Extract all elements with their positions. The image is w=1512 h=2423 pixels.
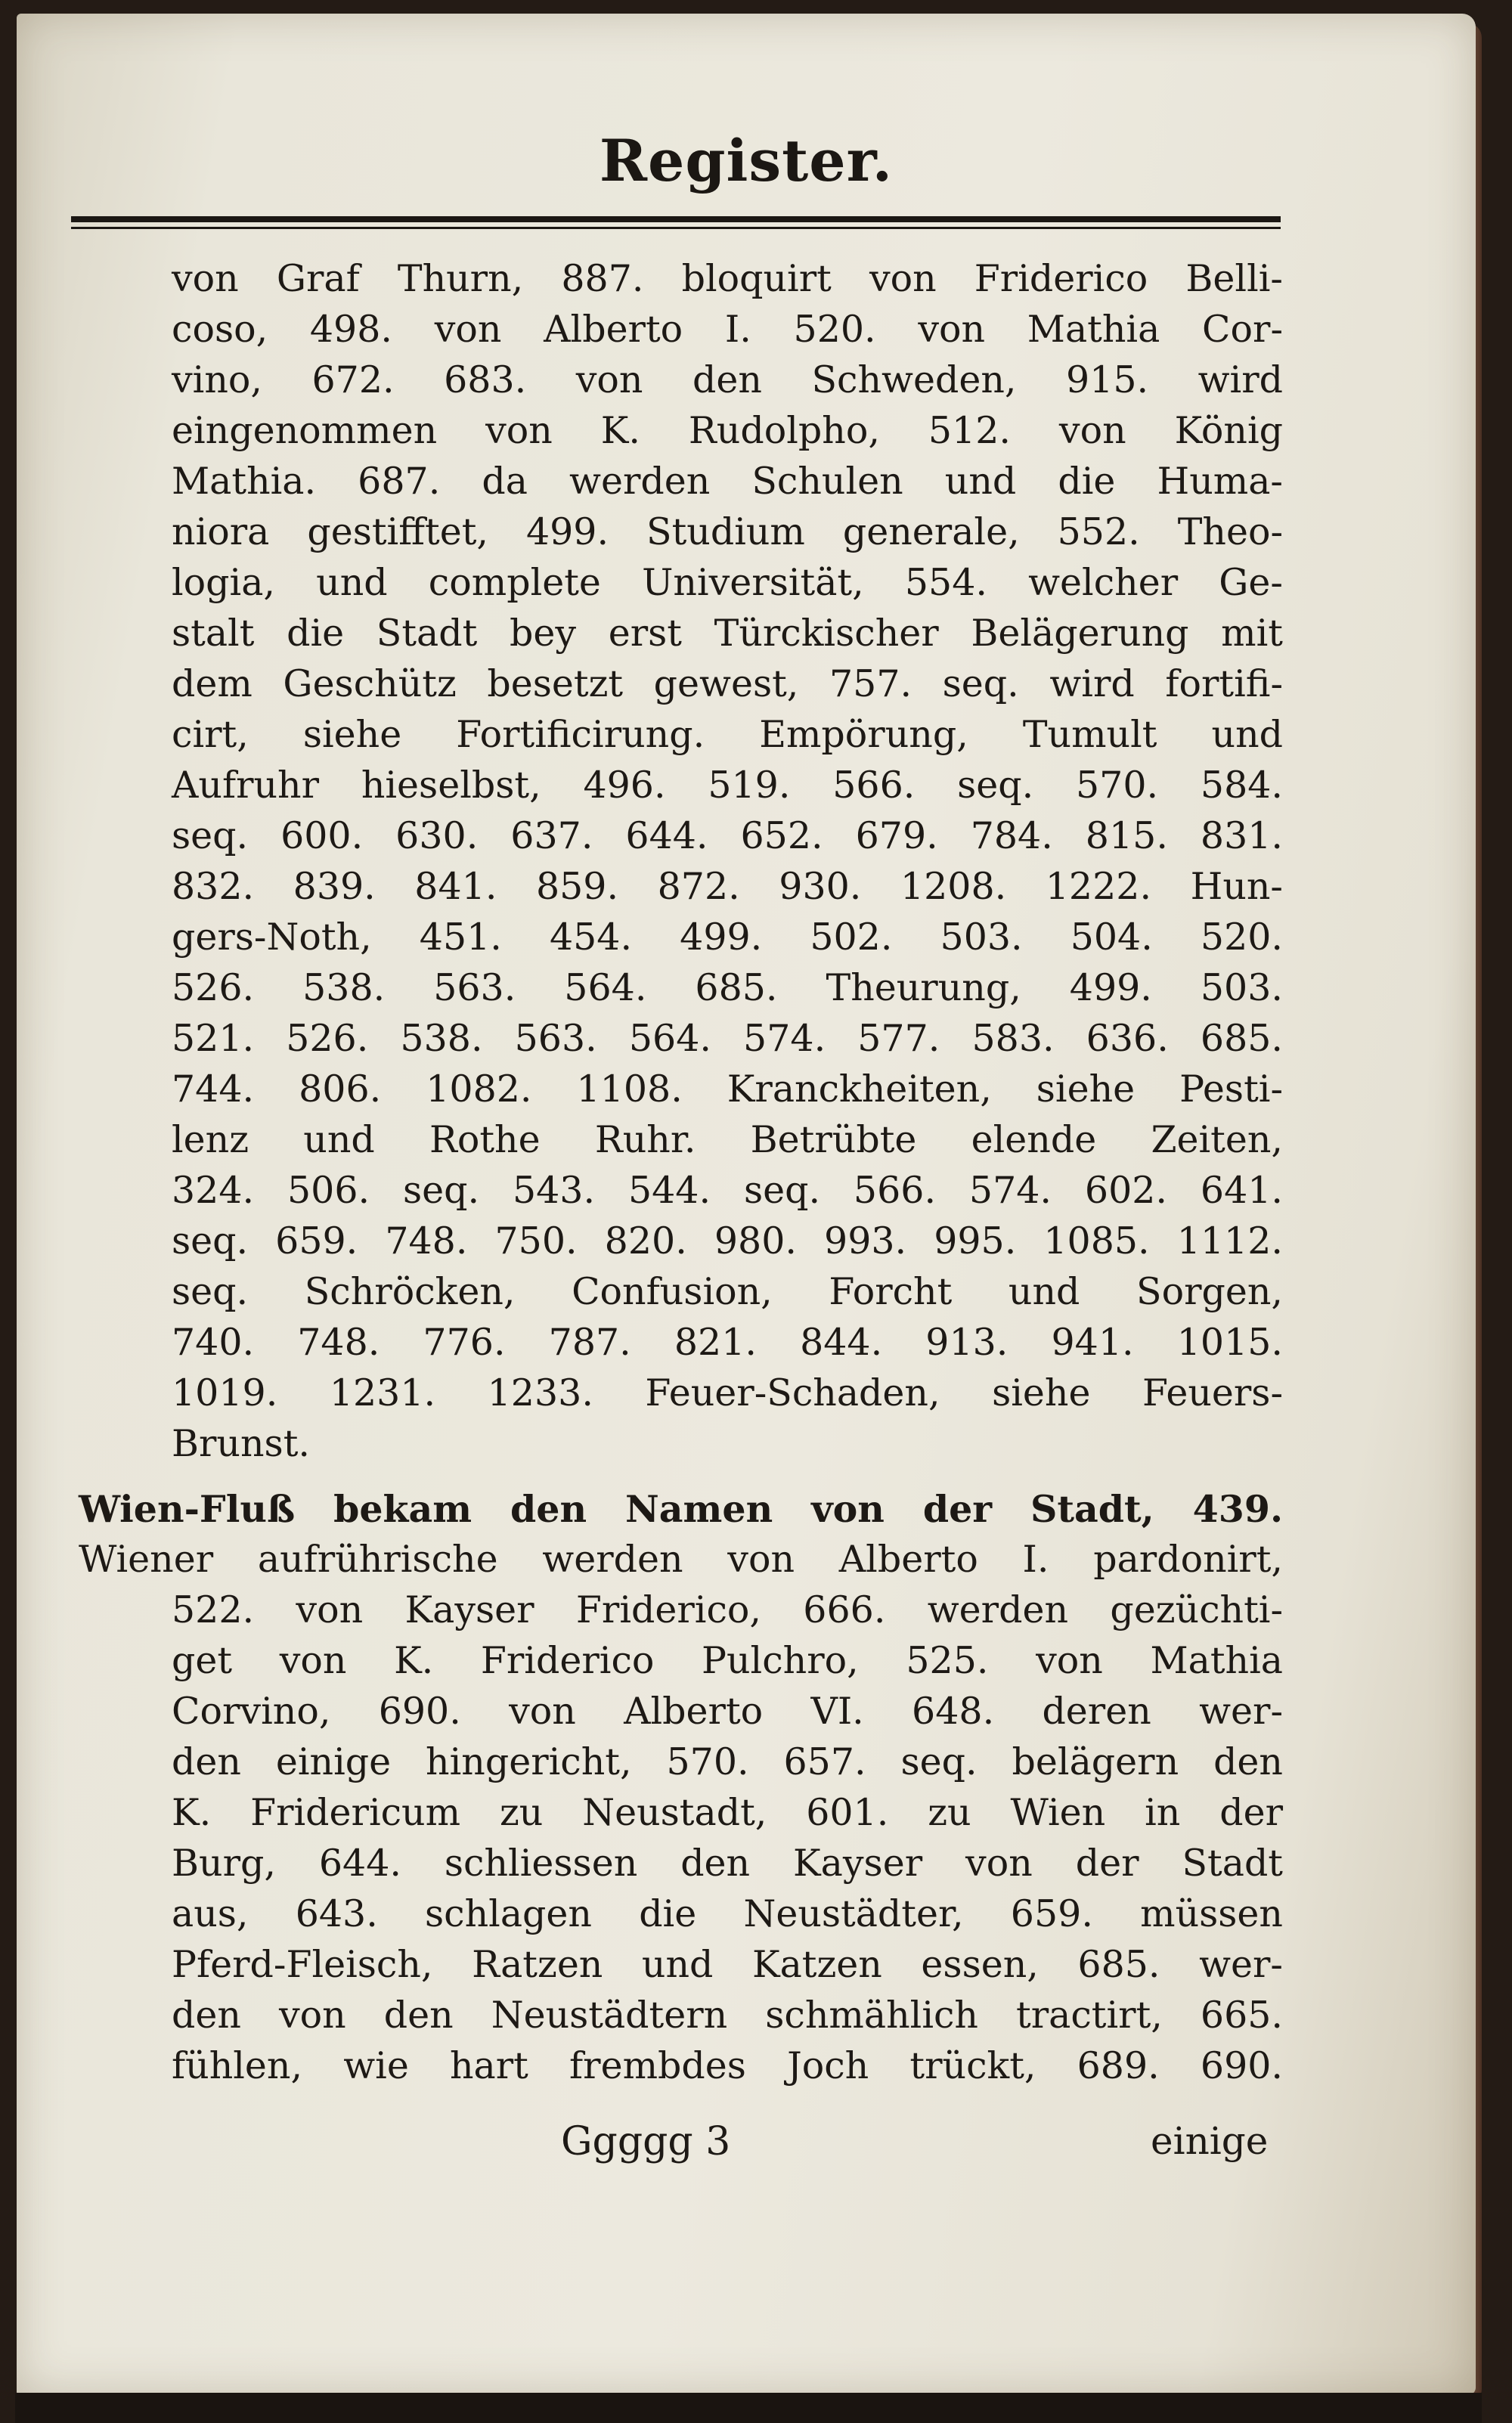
scan-bottom-edge	[15, 2393, 1482, 2423]
text-line: Aufruhr hieselbst, 496. 519. 566. seq. 570. 584.	[172, 764, 1283, 807]
text-line: niora gestifftet, 499. Studium generale, 552. Theo-	[172, 510, 1283, 553]
signature-mark: Ggggg 3	[561, 2119, 731, 2164]
text-line: Corvino, 690. von Alberto VI. 648. deren wer-	[172, 1690, 1283, 1733]
text-line: den von den Neustädtern schmählich tractirt, 665.	[172, 1994, 1283, 2037]
text-line: dem Geschütz besetzt gewest, 757. seq. wird fortifi-	[172, 662, 1283, 705]
text-line: von Graf Thurn, 887. bloquirt von Friderico Belli-	[172, 257, 1283, 300]
entry-heading-line: Wien-Fluß bekam den Namen von der Stadt, 439.	[79, 1487, 1283, 1531]
text-line: seq. 659. 748. 750. 820. 980. 993. 995. 1085. 1112.	[172, 1219, 1283, 1263]
text-line: 1019. 1231. 1233. Feuer-Schaden, siehe Feuers-	[172, 1371, 1283, 1414]
text-line: get von K. Friderico Pulchro, 525. von Mathia	[172, 1639, 1283, 1682]
page-title: Register.	[599, 127, 894, 194]
text-line: aus, 643. schlagen die Neustädter, 659. müssen	[172, 1892, 1283, 1935]
entry-heading-line: Wiener aufrührische werden von Alberto I. pardonirt,	[79, 1538, 1283, 1581]
text-line: 526. 538. 563. 564. 685. Theurung, 499. 503.	[172, 966, 1283, 1009]
page-sheet	[17, 14, 1476, 2395]
text-line: Mathia. 687. da werden Schulen und die Huma-	[172, 460, 1283, 503]
text-line: lenz und Rothe Ruhr. Betrübte elende Zeiten,	[172, 1118, 1283, 1161]
text-line: 324. 506. seq. 543. 544. seq. 566. 574. 602. 641.	[172, 1169, 1283, 1212]
text-line: eingenommen von K. Rudolpho, 512. von König	[172, 409, 1283, 452]
text-line: vino, 672. 683. von den Schweden, 915. wird	[172, 358, 1283, 401]
text-line: K. Fridericum zu Neustadt, 601. zu Wien in der	[172, 1791, 1283, 1834]
text-line: Burg, 644. schliessen den Kayser von der Stadt	[172, 1842, 1283, 1885]
text-line: Pferd-Fleisch, Ratzen und Katzen essen, 685. wer-	[172, 1943, 1283, 1986]
text-line: 521. 526. 538. 563. 564. 574. 577. 583. 636. 685.	[172, 1017, 1283, 1060]
catchword: einige	[1151, 2119, 1269, 2163]
text-line: Brunst.	[172, 1422, 310, 1465]
text-line: coso, 498. von Alberto I. 520. von Mathia Cor-	[172, 308, 1283, 351]
text-line: seq. Schröcken, Confusion, Forcht und Sorgen,	[172, 1270, 1283, 1313]
text-line: 522. von Kayser Friderico, 666. werden gezüchti-	[172, 1588, 1283, 1631]
text-line: cirt, siehe Fortificirung. Empörung, Tumult und	[172, 713, 1283, 756]
text-line: den einige hingericht, 570. 657. seq. belägern den	[172, 1740, 1283, 1783]
text-line: logia, und complete Universität, 554. welcher Ge-	[172, 561, 1283, 604]
text-line: 740. 748. 776. 787. 821. 844. 913. 941. 1015.	[172, 1321, 1283, 1364]
header-rule	[71, 216, 1281, 222]
header-rule-thin	[71, 227, 1281, 229]
text-line: gers-Noth, 451. 454. 499. 502. 503. 504. 520.	[172, 916, 1283, 959]
text-line: seq. 600. 630. 637. 644. 652. 679. 784. 815. 831.	[172, 814, 1283, 857]
text-line: fühlen, wie hart frembdes Joch trückt, 689. 690.	[172, 2044, 1283, 2087]
text-line: 832. 839. 841. 859. 872. 930. 1208. 1222. Hun-	[172, 865, 1283, 908]
text-line: stalt die Stadt bey erst Türckischer Belägerung mit	[172, 612, 1283, 655]
text-line: 744. 806. 1082. 1108. Kranckheiten, siehe Pesti-	[172, 1067, 1283, 1111]
